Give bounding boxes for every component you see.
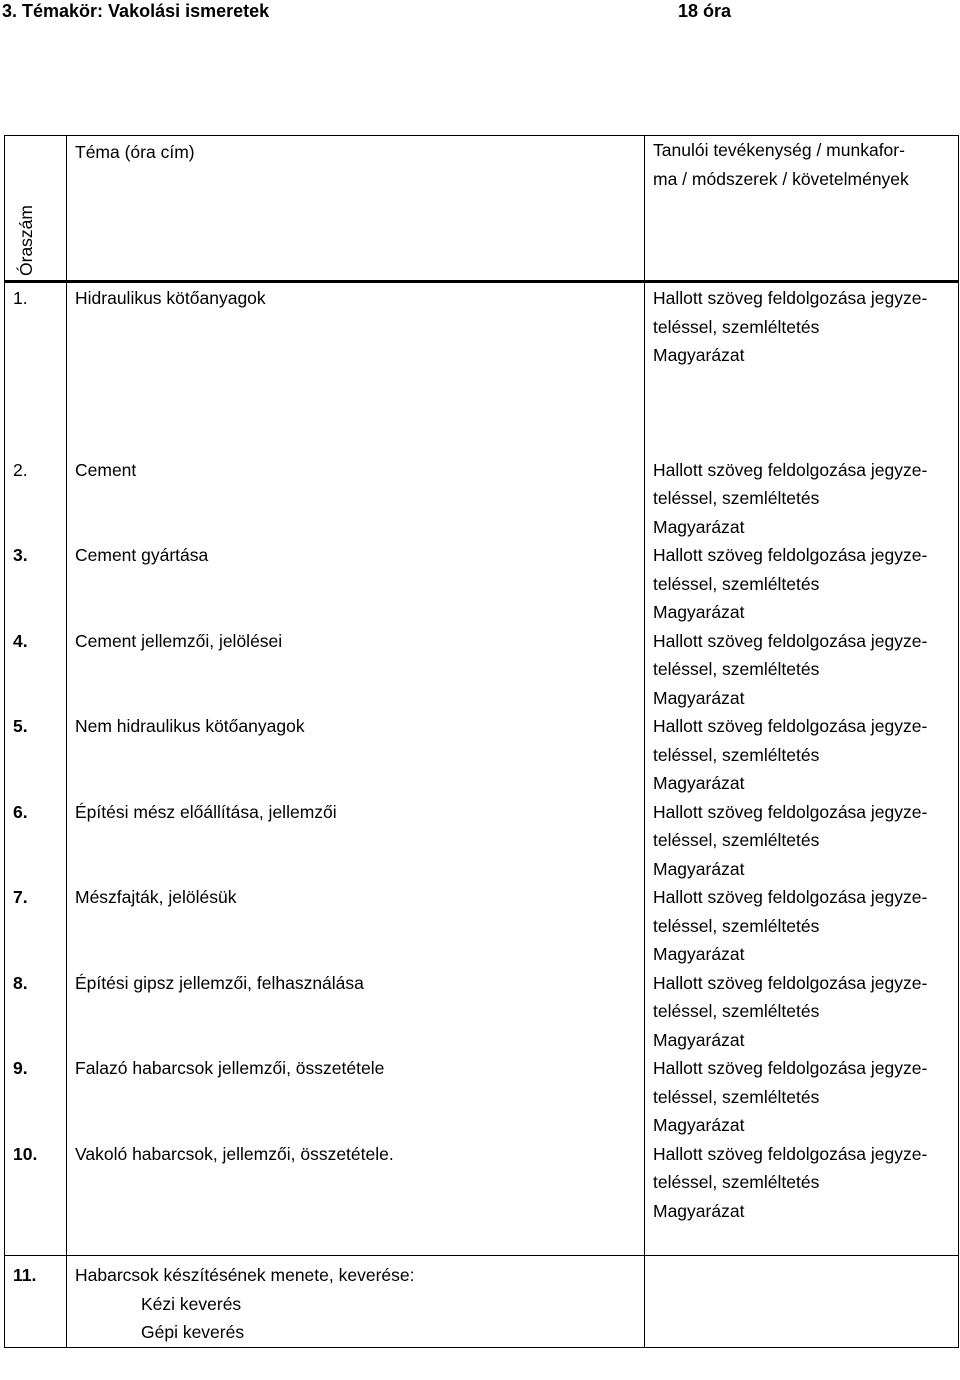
row-activity-line: teléssel, szemléltetés <box>653 488 820 508</box>
table-row <box>5 456 959 542</box>
row-topic-cell <box>67 541 645 627</box>
table-row <box>5 883 959 969</box>
row-number: 3. <box>13 545 28 565</box>
row-topic: Cement jellemzői, jelölései <box>75 630 283 651</box>
header-row <box>5 136 959 282</box>
row-activity-line: teléssel, szemléltetés <box>653 659 820 679</box>
header-activity-label-line2: ma / módszerek / követelmények <box>653 168 909 189</box>
table-row <box>5 712 959 798</box>
row-subtopic: Gépi keverés <box>141 1322 245 1342</box>
row-topic-cell <box>67 1054 645 1140</box>
row-activity-line: teléssel, szemléltetés <box>653 830 820 850</box>
row-topic: Mészfajták, jelölésük <box>75 887 237 907</box>
row-activity-line: Magyarázat <box>653 687 745 708</box>
row-activity-line: Magyarázat <box>653 944 745 964</box>
topic-title: 3. Témakör: Vakolási ismeretek <box>2 1 270 21</box>
row-activity-line: teléssel, szemléltetés <box>653 1001 820 1021</box>
row-number-cell <box>5 1140 67 1256</box>
row-number: 11. <box>13 1265 37 1285</box>
row-number: 10. <box>13 1143 38 1164</box>
row-activity-line: teléssel, szemléltetés <box>653 573 820 594</box>
row-number: 6. <box>13 801 28 822</box>
row-activity-cell <box>645 883 959 969</box>
row-topic: Építési mész előállítása, jellemzői <box>75 801 337 822</box>
row-topic: Falazó habarcsok jellemzői, összetétele <box>75 1058 385 1078</box>
row-number: 8. <box>13 972 28 993</box>
row-subtopic: Kézi keverés <box>141 1293 242 1314</box>
row-activity-line: Magyarázat <box>653 773 745 793</box>
row-activity-cell <box>645 798 959 884</box>
row-number-cell <box>5 627 67 713</box>
row-activity-cell <box>645 1140 959 1256</box>
row-topic-cell <box>67 969 645 1055</box>
header-topic-label: Téma (óra cím) <box>75 142 195 162</box>
row-number: 4. <box>13 630 28 651</box>
header-topic-cell <box>67 136 645 282</box>
row-activity-line: Hallott szöveg feldolgozása jegyze- <box>653 801 928 822</box>
row-activity-line: Hallott szöveg feldolgozása jegyze- <box>653 630 928 651</box>
row-number-cell <box>5 282 67 456</box>
row-number: 5. <box>13 716 28 736</box>
header-hours-cell <box>5 136 67 282</box>
row-topic-cell <box>67 627 645 713</box>
table-row <box>5 969 959 1055</box>
row-activity-line: Hallott szöveg feldolgozása jegyze- <box>653 972 928 993</box>
row-activity-line: teléssel, szemléltetés <box>653 915 820 936</box>
row-topic-cell <box>67 282 645 456</box>
row-activity-line: Hallott szöveg feldolgozása jegyze- <box>653 545 928 565</box>
row-topic: Építési gipsz jellemzői, felhasználása <box>75 972 364 993</box>
row-activity-cell <box>645 712 959 798</box>
row-number-cell <box>5 712 67 798</box>
row-activity-line: teléssel, szemléltetés <box>653 744 820 765</box>
lesson-plan-table <box>4 135 959 1348</box>
row-activity-line: Hallott szöveg feldolgozása jegyze- <box>653 288 928 308</box>
header-hours-label: Óraszám <box>16 205 36 276</box>
row-topic-cell <box>67 883 645 969</box>
row-topic: Cement gyártása <box>75 545 209 565</box>
row-number-cell <box>5 1054 67 1140</box>
row-number-cell <box>5 798 67 884</box>
topic-hours: 18 óra <box>678 1 732 21</box>
row-number-cell <box>5 541 67 627</box>
row-activity-line: Magyarázat <box>653 1115 745 1135</box>
table-row <box>5 798 959 884</box>
header-activity-cell <box>645 136 959 282</box>
row-activity-line: Hallott szöveg feldolgozása jegyze- <box>653 716 928 736</box>
row-number: 7. <box>13 887 28 907</box>
row-number-cell <box>5 969 67 1055</box>
row-topic: Vakoló habarcsok, jellemzői, összetétele. <box>75 1143 394 1164</box>
table-row <box>5 282 959 456</box>
row-number: 2. <box>13 459 28 480</box>
row-activity-cell <box>645 1256 959 1348</box>
row-activity-line: teléssel, szemléltetés <box>653 1086 820 1107</box>
row-number: 1. <box>13 288 28 308</box>
row-number: 9. <box>13 1058 28 1078</box>
row-activity-line: Hallott szöveg feldolgozása jegyze- <box>653 459 928 480</box>
row-activity-line: Hallott szöveg feldolgozása jegyze- <box>653 1143 928 1164</box>
row-activity-line: teléssel, szemléltetés <box>653 316 820 337</box>
header-activity-label-line1: Tanulói tevékenység / munkafor- <box>653 140 905 160</box>
row-activity-cell <box>645 969 959 1055</box>
table-row <box>5 627 959 713</box>
table-row <box>5 1054 959 1140</box>
row-activity-line: Magyarázat <box>653 602 745 622</box>
row-topic-cell <box>67 456 645 542</box>
row-activity-line: Magyarázat <box>653 345 745 365</box>
row-number-cell <box>5 1256 67 1348</box>
row-topic-cell <box>67 712 645 798</box>
table-row <box>5 1256 959 1348</box>
row-activity-line: Hallott szöveg feldolgozása jegyze- <box>653 1058 928 1078</box>
row-topic: Habarcsok készítésének menete, keverése: <box>75 1265 415 1285</box>
row-activity-line: teléssel, szemléltetés <box>653 1172 820 1192</box>
row-number-cell <box>5 456 67 542</box>
table-row <box>5 541 959 627</box>
row-topic-cell <box>67 1140 645 1256</box>
row-activity-cell <box>645 541 959 627</box>
page-heading <box>0 0 960 22</box>
row-activity-line: Magyarázat <box>653 1029 745 1050</box>
row-activity-cell <box>645 1054 959 1140</box>
table-row <box>5 1140 959 1256</box>
row-topic: Cement <box>75 459 137 480</box>
row-activity-line: Magyarázat <box>653 516 745 537</box>
row-activity-line: Magyarázat <box>653 858 745 879</box>
row-number-cell <box>5 883 67 969</box>
row-activity-cell <box>645 282 959 456</box>
row-topic: Hidraulikus kötőanyagok <box>75 288 266 308</box>
row-topic-cell <box>67 798 645 884</box>
row-activity-cell <box>645 627 959 713</box>
table-body <box>5 282 959 1348</box>
row-topic: Nem hidraulikus kötőanyagok <box>75 716 305 736</box>
row-topic-cell <box>67 1256 645 1348</box>
row-activity-line: Hallott szöveg feldolgozása jegyze- <box>653 887 928 907</box>
row-activity-line: Magyarázat <box>653 1200 745 1221</box>
row-activity-cell <box>645 456 959 542</box>
